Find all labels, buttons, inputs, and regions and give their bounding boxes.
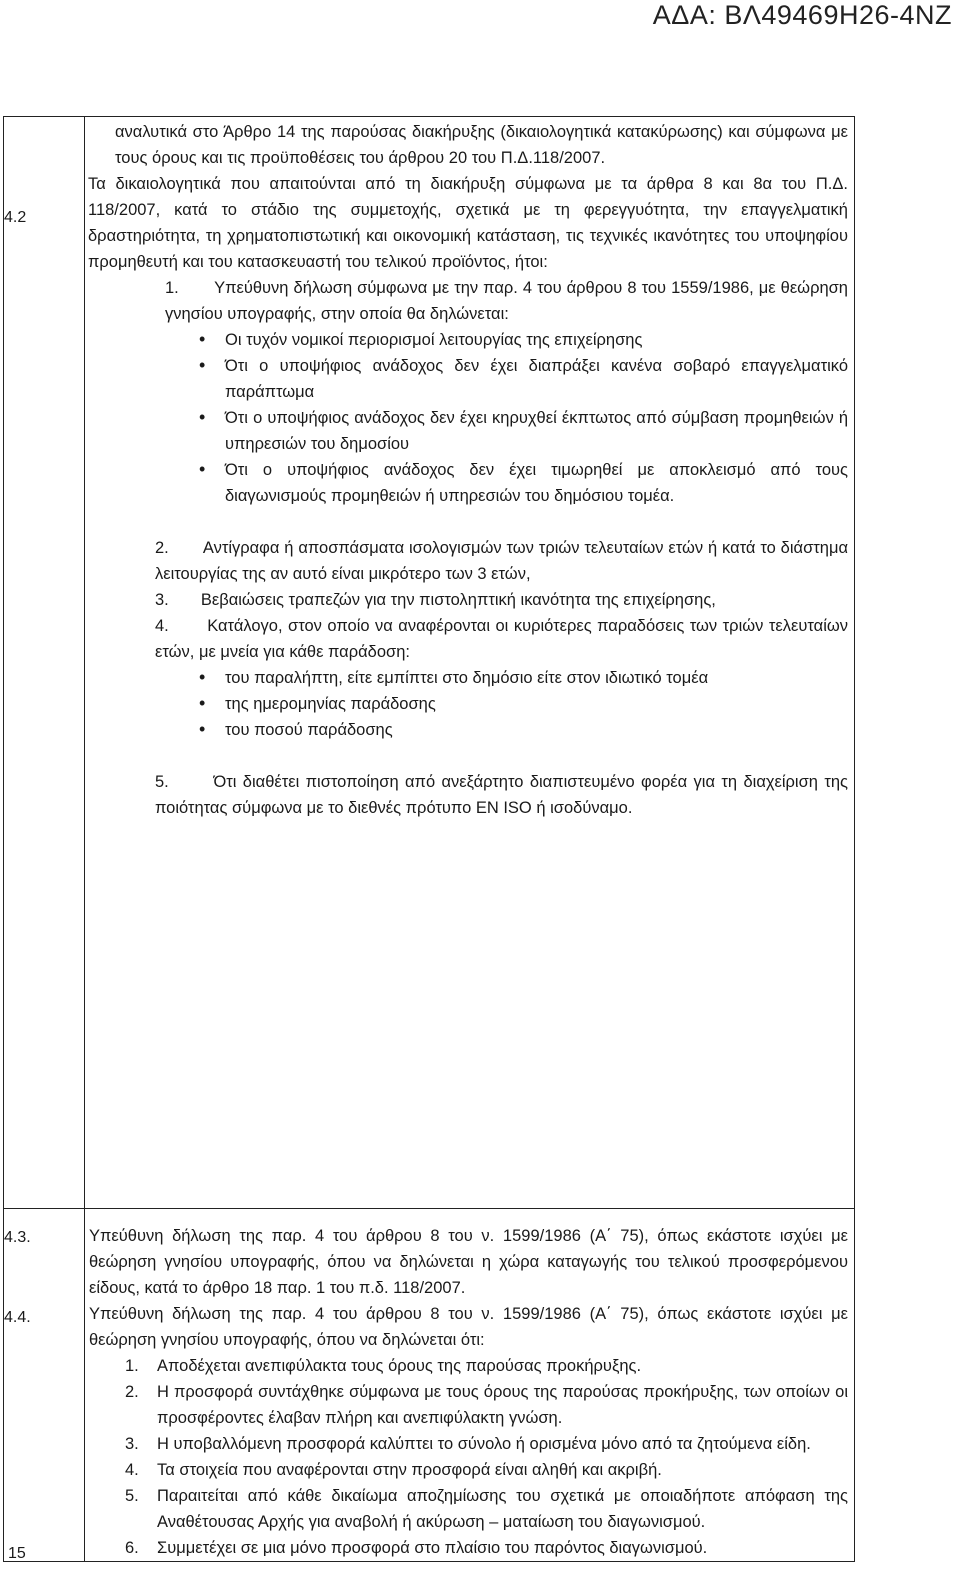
list-item: 3. Η υποβαλλόμενη προσφορά καλύπτει το σύνολο ή ορισμένα μόνο από τα ζητούμενα είδη. — [125, 1435, 811, 1453]
list-item: 2. Αντίγραφα ή αποσπάσματα ισολογισμών των τριών τελευταίων ετών ή κατά το διάστημα λειτουργίας της αν αυτό είναι μικρότερο των 3 ετών, — [155, 539, 848, 583]
page-number: 15 — [8, 1545, 26, 1562]
section-number: 4.4. — [4, 1309, 31, 1326]
list-item: 5. Παραιτείται από κάθε δικαίωμα αποζημίωσης του σχετικά με οποιαδήποτε απόφαση της Αναθέτουσας Αρχής για αναβολή ή ακύρωση – ματαίωση του διαγωνισμού. — [125, 1487, 848, 1531]
list-item: 5. Ότι διαθέτει πιστοποίηση από ανεξάρτητο διαπιστευμένο φορέα για τη διαχείριση της ποιότητας σύμφωνα με το διεθνές πρότυπο ΕΝ ISO ή ισοδύναμο. — [155, 773, 848, 817]
table-row — [4, 117, 855, 1209]
row-number-cell — [4, 1209, 85, 1562]
row-text-cell — [85, 1209, 855, 1562]
intro-paragraph: αναλυτικά στο Άρθρο 14 της παρούσας διακήρυξης (δικαιολογητικά κατακύρωσης) και σύμφωνα με τους όρους και τις προϋποθέσεις του άρθρου 20 του Π.Δ.118/2007. — [115, 123, 848, 167]
list-item: 1. Αποδέχεται ανεπιφύλακτα τους όρους της παρούσας προκήρυξης. — [125, 1357, 642, 1375]
section-number: 4.3. — [4, 1229, 31, 1246]
list-item: 3. Βεβαιώσεις τραπεζών για την πιστοληπτική ικανότητα της επιχείρησης, — [155, 591, 716, 609]
table-row — [4, 1209, 855, 1562]
list-item: 4. Κατάλογο, στον οποίο να αναφέρονται οι κυριότερες παραδόσεις των τριών τελευταίων ετών, με μνεία για κάθε παράδοση: — [155, 617, 848, 661]
list-item: • του παραλήπτη, είτε εμπίπτει στο δημόσιο είτε στον ιδιωτικό τομέα — [201, 665, 848, 691]
list-item: 2. Η προσφορά συντάχθηκε σύμφωνα με τους όρους της παρούσας προκήρυξης, των οποίων οι προσφέροντες έλαβαν πλήρη και ανεπιφύλακτη γνώση. — [125, 1383, 848, 1427]
list-item: • Ότι ο υποψήφιος ανάδοχος δεν έχει διαπράξει κανένα σοβαρό επαγγελματικό παράπτωμα — [201, 353, 848, 405]
declaration-paragraph: Υπεύθυνη δήλωση της παρ. 4 του άρθρου 8 του ν. 1599/1986 (Α΄ 75), όπως εκάστοτε ισχύει με θεώρηση γνησίου υπογραφής, όπου να δηλώνεται η χώρα καταγωγής του τελικού προσφερόμενου είδους, κατά το άρθρο 18 παρ. 1 του π.δ. 118/2007. — [89, 1227, 848, 1297]
requirements-table — [3, 116, 855, 1562]
list-item: • του ποσού παράδοσης — [201, 717, 848, 743]
list-item: • Οι τυχόν νομικοί περιορισμοί λειτουργίας της επιχείρησης — [201, 327, 848, 353]
list-item: 1. Υπεύθυνη δήλωση σύμφωνα με την παρ. 4 του άρθρου 8 του 1559/1986, με θεώρηση γνησίου υπογραφής, στην οποία θα δηλώνεται: — [165, 279, 848, 323]
requirements-paragraph: Τα δικαιολογητικά που απαιτούνται από τη διακήρυξη σύμφωνα με τα άρθρα 8 και 8α του Π.Δ. 118/2007, κατά το στάδιο της συμμετοχής, σχετικά με τη φερεγγυότητα, την επαγγελματική δραστηριότητα, τη χρηματοπιστωτική και οικονομική κατάσταση, τις τεχνικές ικανότητες του υποψηφίου προμηθευτή και του κατασκευαστή του τελικού προϊόντος, ήτοι: — [88, 175, 848, 271]
list-item: • της ημερομηνίας παράδοσης — [201, 691, 848, 717]
ada-code: ΑΔΑ: ΒΛ49469Η26-4ΝΖ — [652, 0, 952, 30]
declaration-paragraph: Υπεύθυνη δήλωση της παρ. 4 του άρθρου 8 του ν. 1599/1986 (Α΄ 75), όπως εκάστοτε ισχύει με θεώρηση γνησίου υπογραφής, όπου να δηλώνεται ότι: — [89, 1305, 848, 1349]
list-item: • Ότι ο υποψήφιος ανάδοχος δεν έχει κηρυχθεί έκπτωτος από σύμβαση προμηθειών ή υπηρεσιών του δημοσίου — [201, 405, 848, 457]
section-number: 4.2 — [4, 209, 27, 226]
row-number-cell — [4, 117, 85, 1209]
list-item: • Ότι ο υποψήφιος ανάδοχος δεν έχει τιμωρηθεί με αποκλεισμό από τους διαγωνισμούς προμηθειών ή υπηρεσιών του δημόσιου τομέα. — [201, 457, 848, 509]
list-item: 4. Τα στοιχεία που αναφέρονται στην προσφορά είναι αληθή και ακριβή. — [125, 1461, 662, 1479]
list-item: 6. Συμμετέχει σε μια μόνο προσφορά στο πλαίσιο του παρόντος διαγωνισμού. — [125, 1539, 708, 1557]
row-text-cell — [85, 117, 855, 1209]
